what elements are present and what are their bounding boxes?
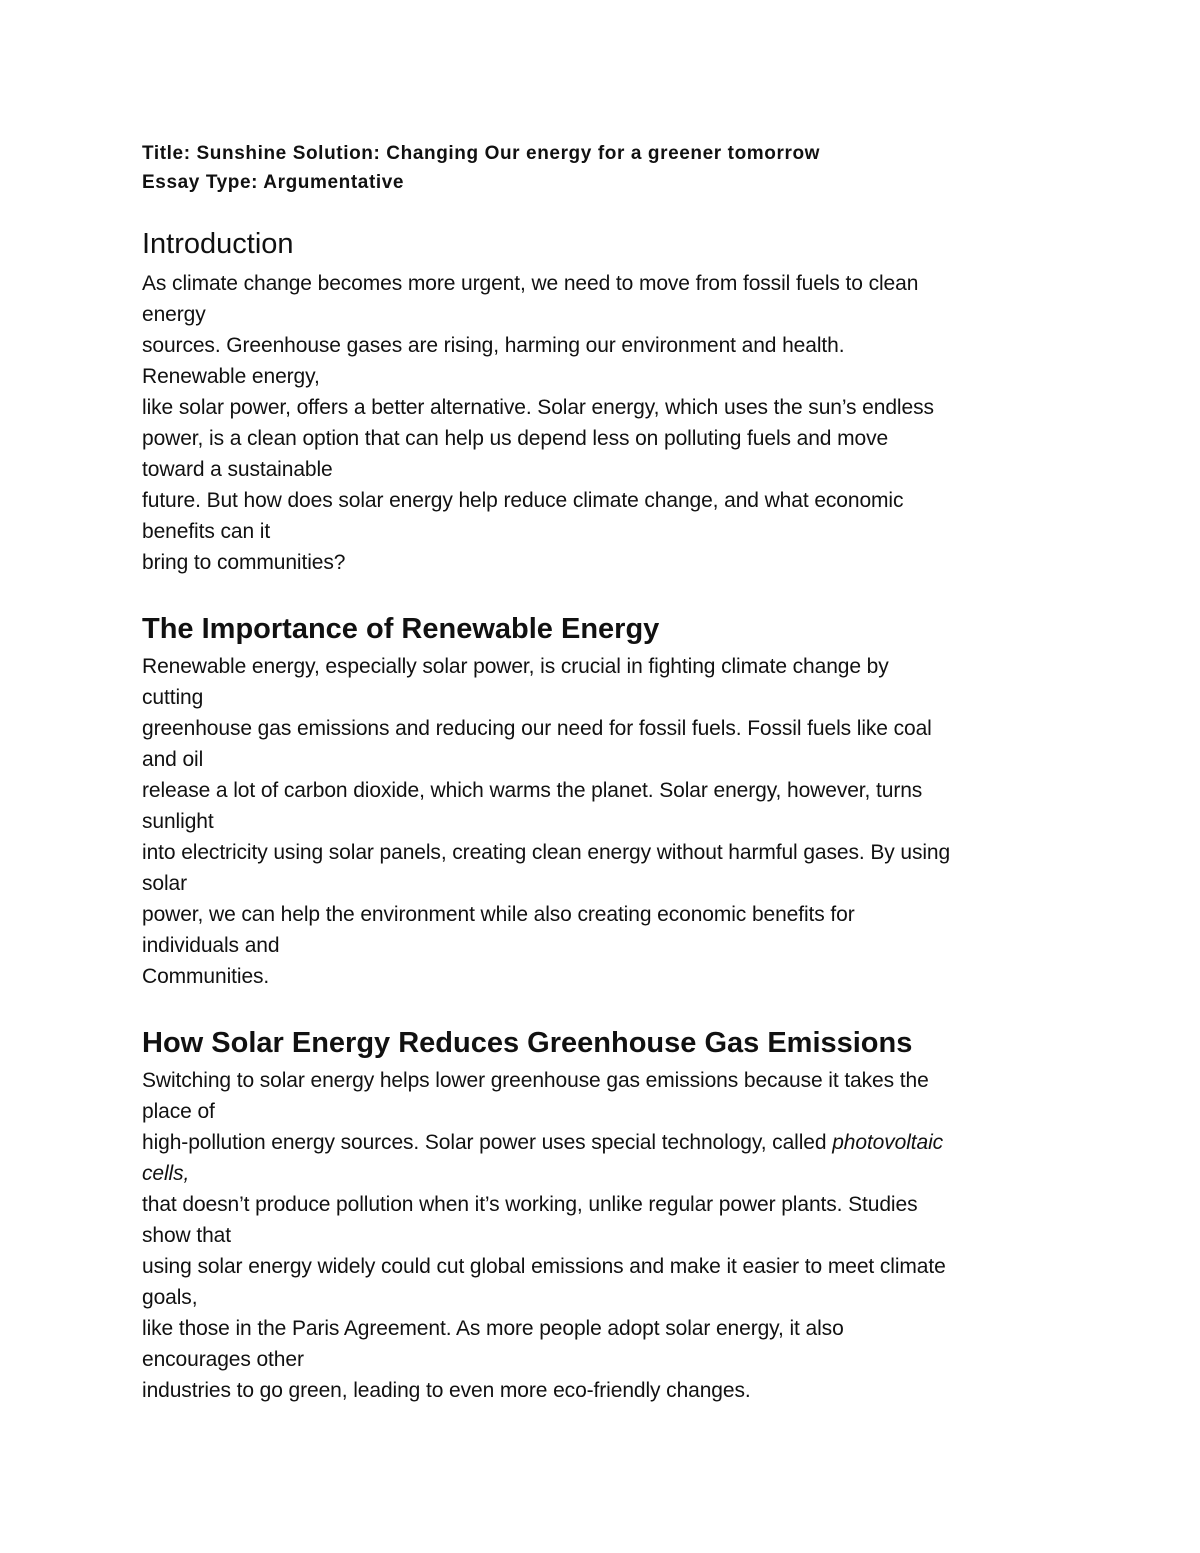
body-line: sources. Greenhouse gases are rising, harming our environment and health. (142, 334, 845, 357)
body-line: future. But how does solar energy help reduce climate change, and what economic (142, 489, 904, 512)
body-line: goals, (142, 1286, 198, 1309)
body-line: individuals and (142, 934, 280, 957)
body-line: bring to communities? (142, 551, 346, 574)
body-line: show that (142, 1224, 231, 1247)
body-text: high-pollution energy sources. Solar power uses special technology, called (142, 1131, 827, 1154)
emphasis-term: photovoltaic (832, 1131, 944, 1154)
section-body-introduction (142, 268, 1072, 578)
body-line: like those in the Paris Agreement. As more people adopt solar energy, it also (142, 1317, 844, 1340)
body-line: Switching to solar energy helps lower greenhouse gas emissions because it takes the (142, 1069, 929, 1092)
body-line: and oil (142, 748, 204, 771)
section-body-importance (142, 651, 1072, 992)
section-introduction (142, 227, 1072, 578)
body-line: encourages other (142, 1348, 304, 1371)
body-line: like solar power, offers a better alternative. Solar energy, which uses the sun’s endless (142, 396, 934, 419)
body-line (142, 1127, 1072, 1158)
body-line: sunlight (142, 810, 214, 833)
section-importance-renewable-energy (142, 612, 1072, 992)
section-heading-introduction: Introduction (142, 228, 294, 260)
body-line: Communities. (142, 965, 270, 988)
body-line: into electricity using solar panels, creating clean energy without harmful gases. By using (142, 841, 951, 864)
body-line: Renewable energy, (142, 365, 320, 388)
body-line: As climate change becomes more urgent, we need to move from fossil fuels to clean (142, 272, 919, 295)
body-line: place of (142, 1100, 215, 1123)
body-line: benefits can it (142, 520, 271, 543)
body-line (142, 1158, 1072, 1189)
body-line: solar (142, 872, 188, 895)
section-body-emissions (142, 1065, 1072, 1406)
section-heading-emissions: How Solar Energy Reduces Greenhouse Gas Emissions (142, 1027, 913, 1059)
section-solar-reduces-emissions (142, 1026, 1072, 1406)
body-line: greenhouse gas emissions and reducing our need for fossil fuels. Fossil fuels like coal (142, 717, 932, 740)
section-heading-importance: The Importance of Renewable Energy (142, 613, 660, 645)
body-line: using solar energy widely could cut global emissions and make it easier to meet climate (142, 1255, 946, 1278)
body-line: release a lot of carbon dioxide, which warms the planet. Solar energy, however, turns (142, 779, 923, 802)
body-line: power, is a clean option that can help us depend less on polluting fuels and move (142, 427, 889, 450)
body-line: Renewable energy, especially solar power, is crucial in fighting climate change by (142, 655, 889, 678)
essay-type: Essay Type: Argumentative (142, 172, 405, 193)
body-line: toward a sustainable (142, 458, 333, 481)
body-line: industries to go green, leading to even more eco-friendly changes. (142, 1379, 751, 1402)
body-line: power, we can help the environment while also creating economic benefits for (142, 903, 855, 926)
emphasis-term: cells, (142, 1162, 190, 1185)
body-line: energy (142, 303, 206, 326)
essay-title: Title: Sunshine Solution: Changing Our energy for a greener tomorrow (142, 143, 821, 164)
body-line: cutting (142, 686, 204, 709)
body-line: that doesn’t produce pollution when it’s working, unlike regular power plants. Studies (142, 1193, 918, 1216)
